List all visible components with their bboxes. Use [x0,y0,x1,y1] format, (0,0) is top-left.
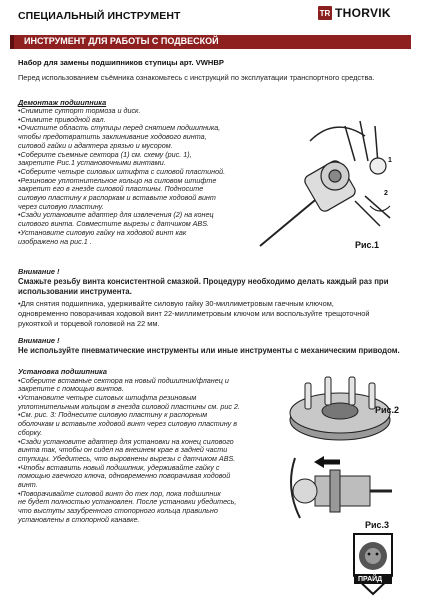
install-heading: Установка подшипника [18,367,107,376]
list-item: • Соберите вставные сектора на новый подшипник/фланец и [18,377,268,386]
figure-2-label: Рис.2 [375,405,400,415]
note-2-title: Внимание ! [18,336,60,345]
figure-1-drawing [250,106,410,256]
list-item-cont: чтобы предотвратить заклинивание ходового винта, [18,132,207,142]
list-item: • Сзади установите адаптер для извлечения (2) на конец [18,211,246,220]
list-item: • Очистите область ступицы перед снятием подшипника, [18,124,246,133]
removal-heading: Демонтаж подшипника [18,98,107,107]
lion-logo-icon [346,532,400,596]
note-1-text: Смажьте резьбу винта консистентной смазкой. Процедуру необходимо делать каждый раз при использовании инструмента. [18,276,389,296]
list-item: • Снимите приводной вал. [18,116,246,125]
list-item: • См. рис. 3: Поднесите силовую пластину к распорным [18,411,268,420]
note-2 [18,336,408,356]
list-item-cont: силового винта. Совместите вырезы с датчиком ABS. [18,219,210,229]
list-item-cont: что выступы зазубренного стопорного кольца правильно [18,506,218,516]
list-item: • Соберите четыре силовых штифта с силовой пластиной. [18,168,246,177]
list-item: • Установите четыре силовых штифта резиновым [18,394,268,403]
list-item-cont: винта так, чтобы он сидел на внешнем крае в задней части [18,445,228,455]
list-item-cont: сборку. [18,427,43,437]
install-list [18,377,268,525]
figure-1-callout-1: 1 [388,157,392,164]
list-item-cont: не будет полностью установлен. После установки убедитесь, [18,497,237,507]
brand-name: THORVIK [335,6,391,20]
note-2-text: Не используйте пневматические инструменты или иные инструменты с механическим приводом. [18,345,400,355]
doc-title: Набор для замены подшипников ступицы арт. VWHBP [18,58,224,67]
brand-logo [318,6,391,20]
list-item-cont: закрепите с помощью винтов. [18,384,124,394]
list-item: • Сзади установите адаптер для установки на конец силового [18,438,268,447]
list-item-cont: закрепите Рис.1 установочными винтами. [18,158,166,168]
list-item-cont: силовой гайки и адаптера грязью и мусором. [18,140,173,150]
list-item-cont: винт. [18,480,38,490]
section-banner [10,35,411,49]
list-item: • Снимите суппорт тормоза и диск. [18,107,246,116]
note-1 [18,267,408,329]
figure-3-label: Рис.3 [365,520,390,530]
note-1-list [18,299,408,329]
pride-stamp [346,532,400,596]
list-item: • Чтобы вставить новый подшипник, удерживайте гайку с [18,464,268,473]
brand-mark-icon: TR [318,6,332,20]
figure-1-callout-2: 2 [384,190,388,197]
list-item: • Для снятия подшипника, удерживайте силовую гайку 30-миллиметровым гаечным ключом, [18,299,408,309]
removal-section [18,98,246,246]
list-item-cont: закрепит его в гнезде силовой пластины. Подносите [18,184,204,194]
list-item: • Соберите съемные сектора (1) см. схему (рис. 1), [18,151,246,160]
list-item-cont: через силовую пластину. [18,201,104,211]
list-item: • Поворачивайте силовой винт до тех пор, пока подшипник [18,490,268,499]
list-item-cont: помощью гаечного ключа, одновременно поворачивая ходовой [18,471,231,481]
removal-list [18,107,246,246]
list-item-cont: силовую пластину к распоркам и вставьте ходовой винт [18,193,216,203]
figure-3-drawing [280,448,400,528]
list-item-cont: оболочкам и вставьте ходовой винт через силовую пластину в [18,419,237,429]
install-section [18,367,268,525]
list-item-cont: рукояткой и торцевой головкой на 22 мм. [18,318,160,328]
list-item: • Резиновое уплотнительное кольцо на силовом штифте [18,177,246,186]
category-title: СПЕЦИАЛЬНЫЙ ИНСТРУМЕНТ [18,10,181,22]
note-1-title: Внимание ! [18,267,60,276]
list-item-cont: уплотнительным кольцом в гнезда силовой пластины см. рис 2. [18,401,240,411]
section-banner-label: ИНСТРУМЕНТ ДЛЯ РАБОТЫ С ПОДВЕСКОЙ [24,36,219,46]
intro-block [18,73,403,83]
stamp-text: ПРАЙД [358,576,383,583]
page-header [0,0,421,28]
list-item-cont: изображено на рис.1 . [18,236,92,246]
intro-text: Перед использованием съёмника ознакомьтесь с инструкций по эксплуатации транспортного средства. [18,73,375,82]
doc-title-block [18,58,403,67]
list-item-cont: установлены в стопорной канавке. [18,514,140,524]
list-item-cont: ступицы. Убедитесь, что выровнены вырезы с датчиком ABS. [18,453,236,463]
list-item: • Установите силовую гайку на ходовой винт как [18,229,246,238]
figure-1-label: Рис.1 [355,240,380,250]
list-item-cont: одновременно поворачивая ходовой винт 22-миллиметровым ключом или воспользуйте трещоточной [18,308,370,318]
